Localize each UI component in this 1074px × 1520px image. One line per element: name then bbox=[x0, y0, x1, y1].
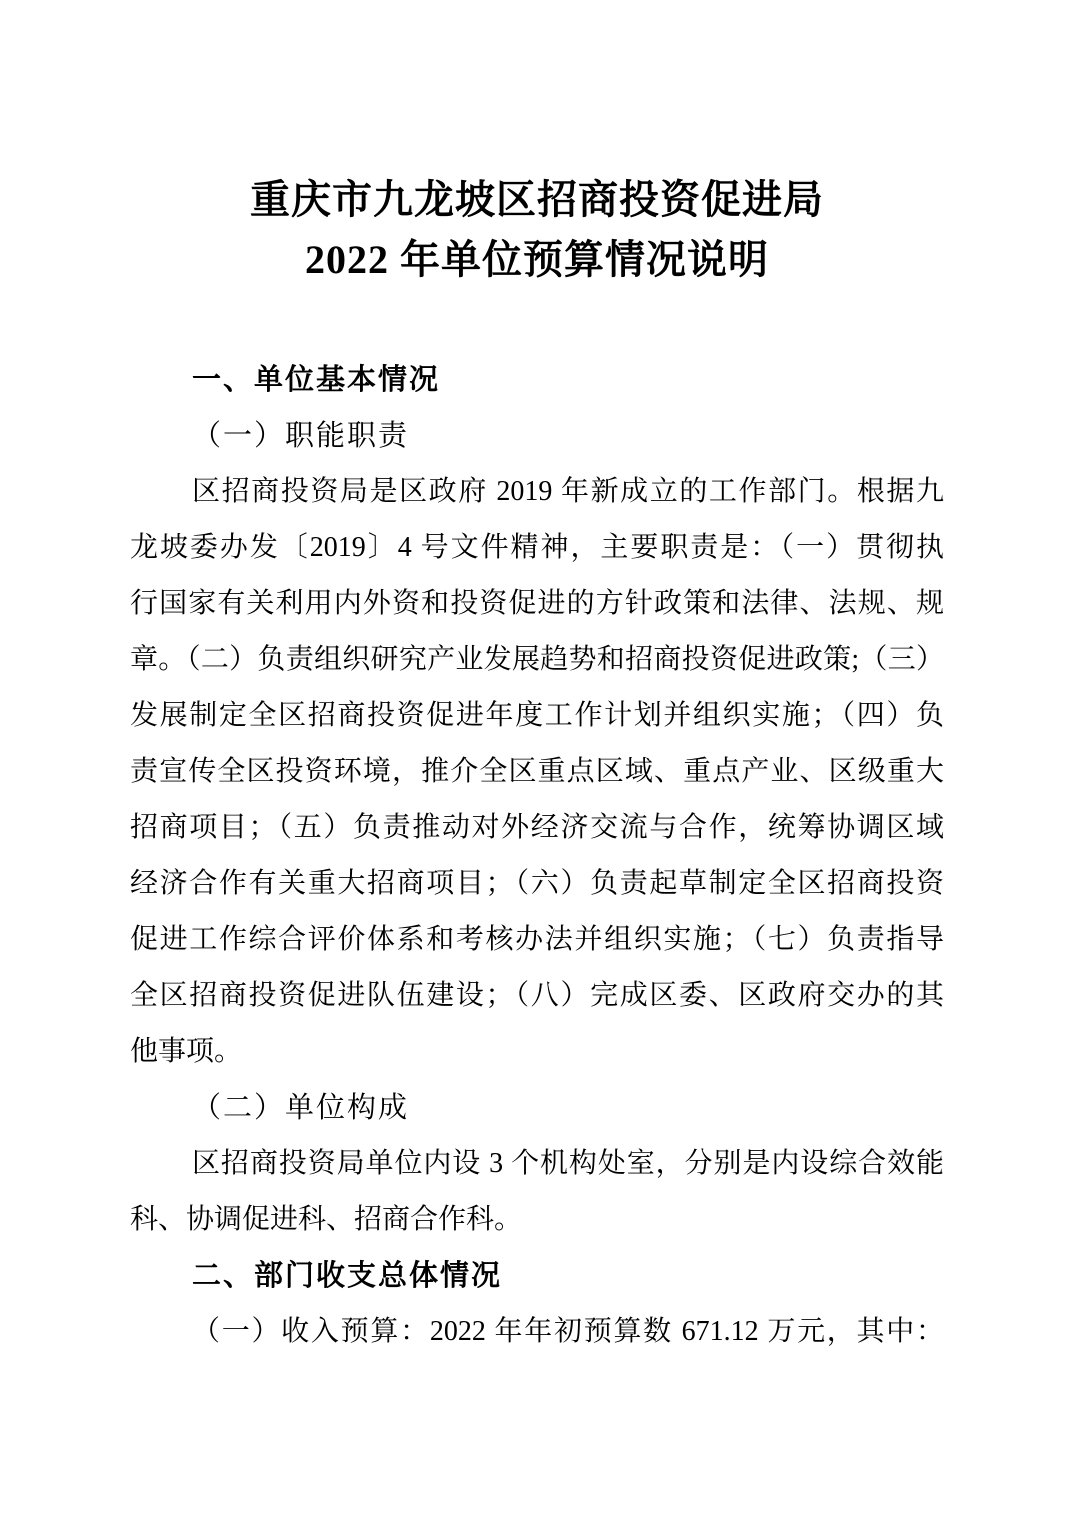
paragraph-1-line: 章。（二）负责组织研究产业发展趋势和招商投资促进政策;（三） bbox=[130, 644, 944, 675]
document-title bbox=[130, 170, 944, 290]
document-title-line-2: 2022 年单位预算情况说明 bbox=[305, 237, 769, 282]
paragraph-1-line: 责宣传全区投资环境，推介全区重点区域、重点产业、区级重大 bbox=[130, 756, 944, 787]
section-1-heading: 一、单位基本情况 bbox=[192, 364, 441, 396]
paragraph-1-line: 经济合作有关重大招商项目；（六）负责起草制定全区招商投资 bbox=[130, 868, 944, 899]
paragraph-1-line: 行国家有关利用内外资和投资促进的方针政策和法律、法规、规 bbox=[130, 588, 944, 619]
paragraph-2-line: 区招商投资局单位内设 3 个机构处室，分别是内设综合效能 bbox=[192, 1148, 944, 1179]
paragraph-1-line: 促进工作综合评价体系和考核办法并组织实施；（七）负责指导 bbox=[130, 924, 944, 955]
paragraph-1-line: 他事项。 bbox=[130, 1036, 243, 1067]
document-body bbox=[130, 352, 944, 1360]
paragraph-1-line: 区招商投资局是区政府 2019 年新成立的工作部门。根据九 bbox=[192, 476, 944, 507]
document-title-line-1: 重庆市九龙坡区招商投资促进局 bbox=[250, 177, 824, 222]
paragraph-1-line: 龙坡委办发〔2019〕4 号文件精神，主要职责是：（一）贯彻执 bbox=[130, 532, 944, 563]
paragraph-2-line: 科、协调促进科、招商合作科。 bbox=[130, 1204, 523, 1235]
document-content bbox=[0, 170, 1074, 1360]
subsection-1-2-heading: （二）单位构成 bbox=[192, 1092, 410, 1124]
paragraph-1-line: 发展制定全区招商投资促进年度工作计划并组织实施；（四）负 bbox=[130, 700, 944, 731]
paragraph-1-line: 全区招商投资促进队伍建设；（八）完成区委、区政府交办的其 bbox=[130, 980, 944, 1011]
paragraph-1-line: 招商项目；（五）负责推动对外经济交流与合作，统筹协调区域 bbox=[130, 812, 944, 843]
section-2-heading: 二、部门收支总体情况 bbox=[192, 1260, 503, 1292]
section-2-paragraph-line: （一）收入预算：2022 年年初预算数 671.12 万元，其中： bbox=[192, 1316, 944, 1347]
subsection-1-1-heading: （一）职能职责 bbox=[192, 420, 410, 452]
